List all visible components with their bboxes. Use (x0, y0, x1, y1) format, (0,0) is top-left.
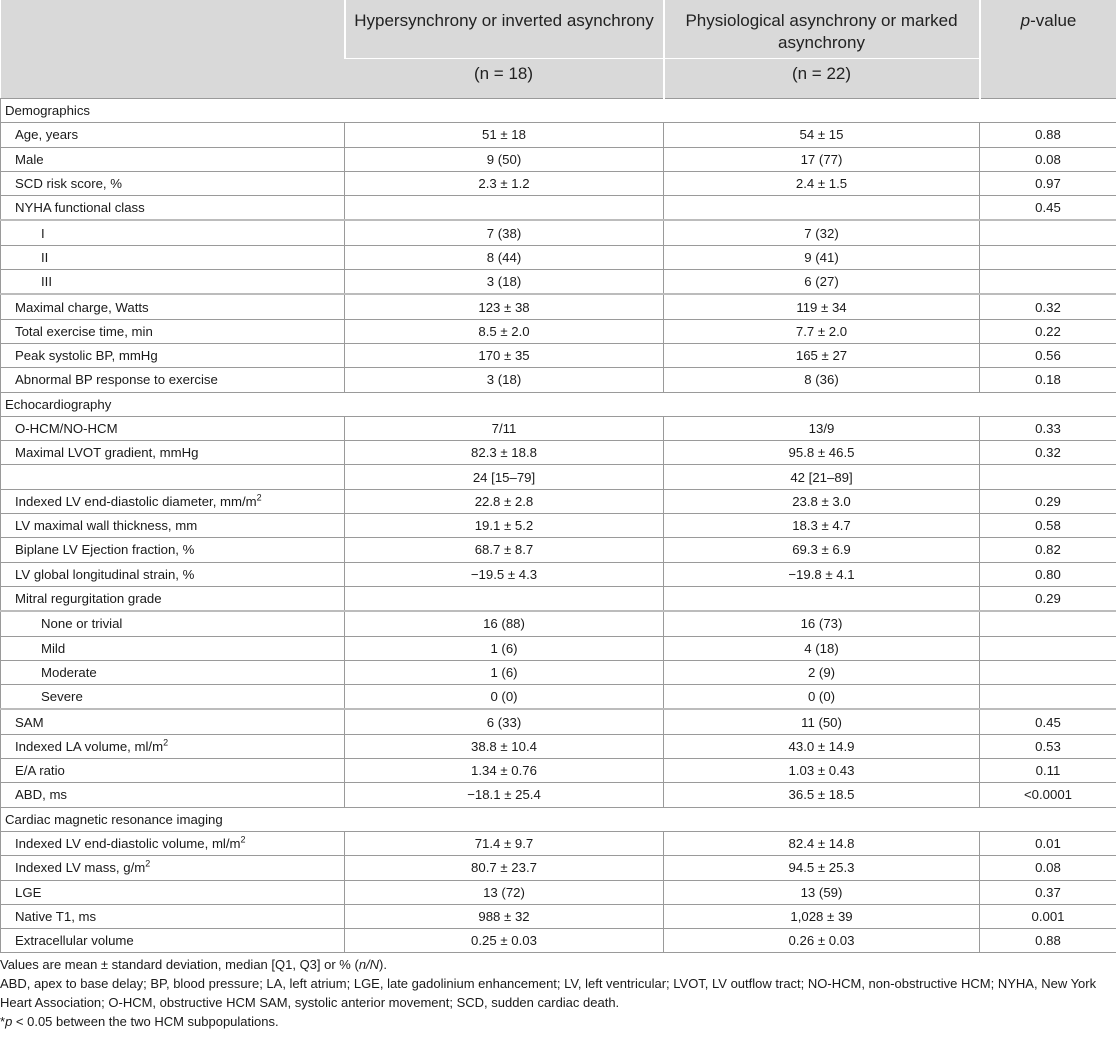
header-p-value (980, 0, 1116, 99)
row-label-text: Mitral regurgitation grade (15, 591, 162, 607)
row-label-superscript: 2 (240, 834, 246, 845)
row-label-text: Total exercise time, min (15, 323, 153, 339)
row-label (1, 147, 345, 171)
table-row (1, 904, 1116, 928)
value-group-1: 123 ± 38 (345, 294, 664, 319)
value-group-1: 38.8 ± 10.4 (345, 734, 664, 758)
p-value (980, 220, 1116, 245)
table-row (1, 123, 1116, 147)
value-group-2: 36.5 ± 18.5 (664, 783, 980, 807)
section-label: Demographics (1, 99, 1116, 123)
section-label: Cardiac magnetic resonance imaging (1, 807, 1116, 831)
value-group-1: 9 (50) (345, 147, 664, 171)
row-label (1, 416, 345, 440)
p-value: 0.32 (980, 441, 1116, 465)
value-group-2 (664, 196, 980, 221)
value-group-2: 1,028 ± 39 (664, 904, 980, 928)
row-label-text: Moderate (41, 664, 97, 680)
p-value: 0.97 (980, 171, 1116, 195)
table-row (1, 270, 1116, 295)
table-row (1, 220, 1116, 245)
p-value: 0.33 (980, 416, 1116, 440)
value-group-1: 22.8 ± 2.8 (345, 489, 664, 513)
row-label (1, 904, 345, 928)
value-group-1: 16 (88) (345, 611, 664, 636)
footnote-sig-italic: p (5, 1014, 13, 1030)
row-label (1, 562, 345, 586)
value-group-2: 4 (18) (664, 636, 980, 660)
value-group-2: 9 (41) (664, 245, 980, 269)
table-row (1, 343, 1116, 367)
row-label-text: None or trivial (41, 616, 123, 632)
row-label (1, 636, 345, 660)
p-value: 0.001 (980, 904, 1116, 928)
row-label-text: ABD, ms (15, 787, 68, 803)
row-label-text: III (41, 274, 52, 290)
value-group-1: 3 (18) (345, 368, 664, 392)
value-group-1: 7/11 (345, 416, 664, 440)
row-label-text: Abnormal BP response to exercise (15, 372, 218, 388)
value-group-1: 19.1 ± 5.2 (345, 514, 664, 538)
row-label-text: Biplane LV Ejection fraction, % (15, 542, 195, 558)
value-group-2: 165 ± 27 (664, 343, 980, 367)
header-p-italic: p (1020, 11, 1031, 30)
row-label (1, 319, 345, 343)
row-label-text: Extracellular volume (15, 933, 134, 949)
value-group-1: 68.7 ± 8.7 (345, 538, 664, 562)
p-value: 0.82 (980, 538, 1116, 562)
value-group-2: 42 [21–89] (664, 465, 980, 489)
section-row (1, 807, 1116, 831)
value-group-2: 94.5 ± 25.3 (664, 856, 980, 880)
table-row (1, 147, 1116, 171)
table-row (1, 441, 1116, 465)
row-label (1, 441, 345, 465)
p-value: 0.11 (980, 759, 1116, 783)
row-label (1, 929, 345, 953)
p-value: 0.08 (980, 856, 1116, 880)
row-label (1, 856, 345, 880)
row-label (1, 611, 345, 636)
header-group-2-n: (n = 22) (664, 59, 980, 99)
row-label-text: O-HCM/NO-HCM (15, 421, 118, 436)
table-row (1, 831, 1116, 855)
row-label (1, 880, 345, 904)
table-row (1, 856, 1116, 880)
row-label (1, 196, 345, 221)
section-row (1, 392, 1116, 416)
row-label-text: LV global longitudinal strain, % (15, 566, 195, 582)
row-label-text: Indexed LV mass, g/m (15, 860, 146, 876)
value-group-2: 95.8 ± 46.5 (664, 441, 980, 465)
row-label-text: Native T1, ms (15, 908, 97, 924)
p-value (980, 245, 1116, 269)
value-group-1: 51 ± 18 (345, 123, 664, 147)
p-value: 0.58 (980, 514, 1116, 538)
value-group-1: 8 (44) (345, 245, 664, 269)
table-row (1, 660, 1116, 684)
value-group-1 (345, 586, 664, 611)
section-row (1, 99, 1116, 123)
p-value (980, 660, 1116, 684)
value-group-1: 1 (6) (345, 636, 664, 660)
row-label-text: Maximal LVOT gradient, mmHg (15, 445, 199, 461)
p-value: <0.0001 (980, 783, 1116, 807)
p-value: 0.29 (980, 489, 1116, 513)
footnote-values-end: ). (379, 957, 387, 973)
p-value: 0.88 (980, 123, 1116, 147)
row-label (1, 660, 345, 684)
p-value: 0.22 (980, 319, 1116, 343)
value-group-1: 7 (38) (345, 220, 664, 245)
row-label-text: E/A ratio (15, 763, 65, 779)
row-label-text: Severe (41, 689, 83, 705)
row-label (1, 465, 345, 489)
value-group-2: 1.03 ± 0.43 (664, 759, 980, 783)
value-group-2: 8 (36) (664, 368, 980, 392)
row-label (1, 759, 345, 783)
row-label-superscript: 2 (163, 737, 169, 748)
row-label-text: Maximal charge, Watts (15, 299, 149, 315)
row-label (1, 123, 345, 147)
p-value: 0.29 (980, 586, 1116, 611)
header-p-rest: -value (1030, 11, 1077, 30)
table-row (1, 245, 1116, 269)
row-label (1, 270, 345, 295)
row-label (1, 245, 345, 269)
row-label-text: Indexed LV end-diastolic volume, ml/m (15, 836, 241, 852)
footnote-values-italic: n/N (358, 957, 380, 973)
footnote-values-text: Values are mean ± standard deviation, median [Q1, Q3] or % ( (0, 957, 359, 973)
table-row (1, 759, 1116, 783)
value-group-1 (345, 196, 664, 221)
table-row (1, 319, 1116, 343)
value-group-2: 16 (73) (664, 611, 980, 636)
value-group-1: 8.5 ± 2.0 (345, 319, 664, 343)
value-group-1: 82.3 ± 18.8 (345, 441, 664, 465)
footnote-sig-star: * (0, 1014, 6, 1030)
row-label-text: Age, years (15, 127, 79, 143)
value-group-2: 23.8 ± 3.0 (664, 489, 980, 513)
row-label (1, 343, 345, 367)
table-row (1, 709, 1116, 734)
row-label-superscript: 2 (256, 492, 262, 503)
value-group-2: 11 (50) (664, 709, 980, 734)
table-row (1, 685, 1116, 710)
value-group-1: −18.1 ± 25.4 (345, 783, 664, 807)
table-row (1, 196, 1116, 221)
p-value (980, 465, 1116, 489)
value-group-1: 170 ± 35 (345, 343, 664, 367)
row-label-text: Male (15, 151, 44, 167)
row-label (1, 514, 345, 538)
row-label-text: SCD risk score, % (15, 176, 122, 192)
row-label (1, 831, 345, 855)
row-label-text: I (41, 225, 45, 241)
row-label-text: II (41, 249, 49, 265)
footnote-values (0, 955, 1116, 974)
header-group-1-n: (n = 18) (345, 59, 664, 99)
table-row (1, 489, 1116, 513)
p-value (980, 270, 1116, 295)
section-label: Echocardiography (1, 392, 1116, 416)
header-blank (1, 0, 345, 99)
table-row (1, 538, 1116, 562)
row-label-superscript: 2 (145, 858, 151, 869)
value-group-2: 7.7 ± 2.0 (664, 319, 980, 343)
table-row (1, 562, 1116, 586)
value-group-2: 18.3 ± 4.7 (664, 514, 980, 538)
row-label-text: LGE (15, 884, 42, 900)
row-label (1, 783, 345, 807)
p-value: 0.45 (980, 709, 1116, 734)
row-label-text: Indexed LV end-diastolic diameter, mm/m (15, 493, 257, 509)
p-value: 0.45 (980, 196, 1116, 221)
row-label (1, 489, 345, 513)
value-group-1: 2.3 ± 1.2 (345, 171, 664, 195)
p-value: 0.80 (980, 562, 1116, 586)
table-row (1, 368, 1116, 392)
value-group-1: 6 (33) (345, 709, 664, 734)
p-value: 0.32 (980, 294, 1116, 319)
footnote-abbreviations: ABD, apex to base delay; BP, blood pressure; LA, left atrium; LGE, late gadolinium enhancement; LV, left ventricular; LVOT, LV outflow tract; NO-HCM, non-obstructive HCM; NYHA, New York Heart Association; O-HCM, obstructive HCM SAM, systolic anterior movement; SCD, sudden cardiac death. (0, 976, 1097, 1011)
value-group-1: 0 (0) (345, 685, 664, 710)
value-group-2: 82.4 ± 14.8 (664, 831, 980, 855)
row-label (1, 586, 345, 611)
value-group-2: 119 ± 34 (664, 294, 980, 319)
row-label (1, 368, 345, 392)
p-value: 0.88 (980, 929, 1116, 953)
value-group-2: 2 (9) (664, 660, 980, 684)
value-group-2: 69.3 ± 6.9 (664, 538, 980, 562)
value-group-2: 17 (77) (664, 147, 980, 171)
p-value: 0.56 (980, 343, 1116, 367)
row-label-text: NYHA functional class (15, 200, 145, 216)
p-value: 0.18 (980, 368, 1116, 392)
table-body (1, 99, 1116, 953)
value-group-2: 6 (27) (664, 270, 980, 295)
value-group-2: 0 (0) (664, 685, 980, 710)
value-group-2: −19.8 ± 4.1 (664, 562, 980, 586)
value-group-1: 1 (6) (345, 660, 664, 684)
row-label (1, 685, 345, 710)
row-label-text: SAM (15, 714, 44, 730)
row-label-text: Peak systolic BP, mmHg (15, 348, 158, 364)
p-value: 0.01 (980, 831, 1116, 855)
p-value: 0.08 (980, 147, 1116, 171)
table-row (1, 586, 1116, 611)
row-label (1, 709, 345, 734)
table-row (1, 636, 1116, 660)
value-group-2: 0.26 ± 0.03 (664, 929, 980, 953)
p-value: 0.37 (980, 880, 1116, 904)
row-label-text: LV maximal wall thickness, mm (15, 518, 198, 534)
table-row (1, 929, 1116, 953)
value-group-1: 13 (72) (345, 880, 664, 904)
p-value (980, 636, 1116, 660)
p-value (980, 685, 1116, 710)
table-row (1, 783, 1116, 807)
table-row (1, 416, 1116, 440)
value-group-2: 2.4 ± 1.5 (664, 171, 980, 195)
footnote-significance (0, 1012, 1116, 1031)
value-group-2: 13 (59) (664, 880, 980, 904)
row-label (1, 220, 345, 245)
value-group-1: 71.4 ± 9.7 (345, 831, 664, 855)
header-group-1: Hypersynchrony or inverted asynchrony (345, 0, 664, 59)
row-label (1, 294, 345, 319)
value-group-2: 43.0 ± 14.9 (664, 734, 980, 758)
row-label (1, 171, 345, 195)
header-row (1, 0, 1116, 59)
row-label (1, 538, 345, 562)
table-row (1, 734, 1116, 758)
value-group-2: 7 (32) (664, 220, 980, 245)
value-group-2: 13/9 (664, 416, 980, 440)
value-group-1: 1.34 ± 0.76 (345, 759, 664, 783)
table-footnotes (0, 953, 1116, 1031)
value-group-1: 3 (18) (345, 270, 664, 295)
table-row (1, 611, 1116, 636)
row-label-text: Mild (41, 640, 66, 656)
p-value (980, 611, 1116, 636)
table-row (1, 465, 1116, 489)
table-row (1, 294, 1116, 319)
p-value: 0.53 (980, 734, 1116, 758)
header-group-2: Physiological asynchrony or marked asynchrony (664, 0, 980, 59)
table-row (1, 171, 1116, 195)
value-group-2: 54 ± 15 (664, 123, 980, 147)
value-group-1: 988 ± 32 (345, 904, 664, 928)
value-group-1: 24 [15–79] (345, 465, 664, 489)
value-group-2 (664, 586, 980, 611)
table-row (1, 514, 1116, 538)
row-label (1, 734, 345, 758)
row-label-text: Indexed LA volume, ml/m (15, 738, 164, 754)
value-group-1: 80.7 ± 23.7 (345, 856, 664, 880)
table-row (1, 880, 1116, 904)
value-group-1: 0.25 ± 0.03 (345, 929, 664, 953)
footnote-sig-rest: < 0.05 between the two HCM subpopulations. (12, 1014, 279, 1030)
value-group-1: −19.5 ± 4.3 (345, 562, 664, 586)
